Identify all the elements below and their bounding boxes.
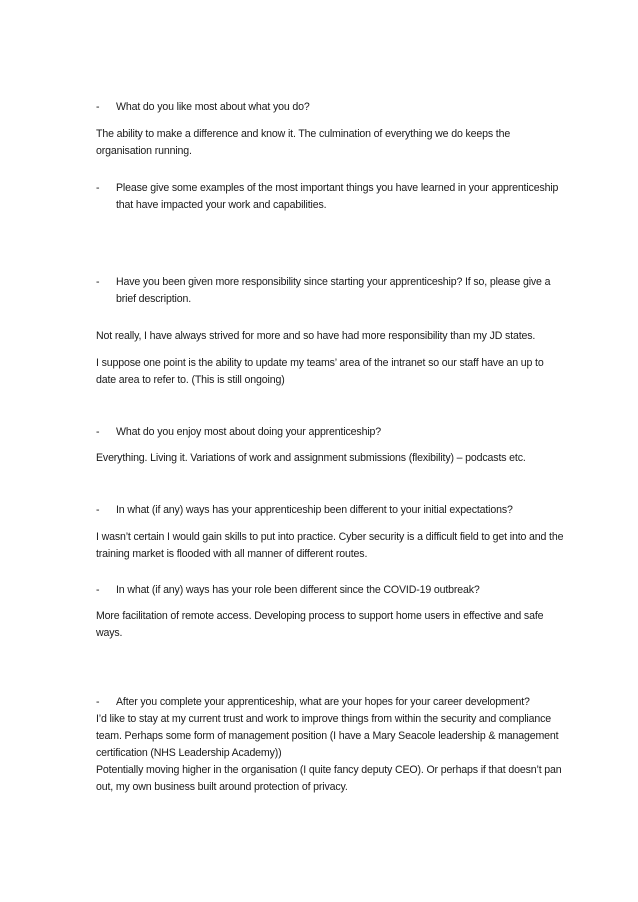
question-4 [96, 424, 566, 441]
bullet-dash: - [96, 276, 100, 288]
bullet-dash: - [96, 504, 100, 516]
answer-3a: Not really, I have always strived for more and so have had more responsibility than my JD states. [96, 330, 536, 342]
answer-3b: I suppose one point is the ability to update my teams’ area of the intranet so our staff have an up to date area to refer to. (This is still ongoing) [96, 357, 544, 386]
answer-7b: Potentially moving higher in the organisation (I quite fancy deputy CEO). Or perhaps if that doesn’t pan out, my own business built around protection of privacy. [96, 764, 562, 793]
bullet-dash: - [96, 584, 100, 596]
question-3 [96, 274, 566, 308]
question-text: Have you been given more responsibility since starting your apprenticeship? If so, please give a brief description. [116, 276, 551, 305]
answer-1: The ability to make a difference and know it. The culmination of everything we do keeps the organisation running. [96, 128, 511, 157]
answer-7a: I’d like to stay at my current trust and work to improve things from within the security and compliance team. Perhaps some form of management position (I have a Mary Seacole leadership & management certification (NHS Leadership Academy)) [96, 713, 559, 759]
question-text: After you complete your apprenticeship, what are your hopes for your career development? [116, 696, 530, 708]
question-text: What do you like most about what you do? [116, 101, 310, 113]
question-text: Please give some examples of the most important things you have learned in your apprenticeship that have impacted your work and capabilities. [116, 182, 559, 211]
answer-4: Everything. Living it. Variations of work and assignment submissions (flexibility) – podcasts etc. [96, 452, 526, 464]
bullet-dash: - [96, 696, 100, 708]
question-text: In what (if any) ways has your role been different since the COVID-19 outbreak? [116, 584, 480, 596]
question-7 [96, 694, 566, 711]
bullet-dash: - [96, 101, 100, 113]
answer-7 [96, 711, 566, 796]
question-text: What do you enjoy most about doing your apprenticeship? [116, 426, 382, 438]
answer-5: I wasn’t certain I would gain skills to put into practice. Cyber security is a difficult field to get into and the training market is flooded with all manner of different routes. [96, 531, 564, 560]
question-text: In what (if any) ways has your apprenticeship been different to your initial expectations? [116, 504, 513, 516]
question-1 [96, 99, 566, 116]
bullet-dash: - [96, 426, 100, 438]
question-2 [96, 180, 566, 214]
question-5 [96, 502, 566, 519]
bullet-dash: - [96, 182, 100, 194]
question-6 [96, 582, 566, 599]
answer-6: More facilitation of remote access. Developing process to support home users in effective and safe ways. [96, 610, 544, 639]
